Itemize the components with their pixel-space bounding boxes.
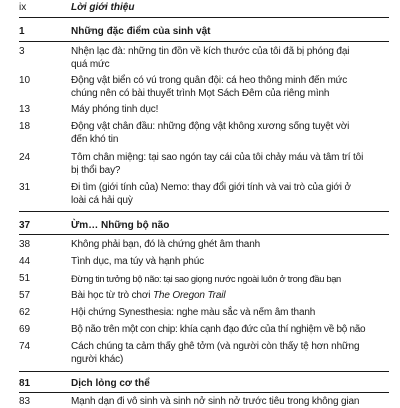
page-number: 51 (19, 273, 31, 284)
entry-line: đến khó tin (71, 134, 119, 145)
toc-part3-heading[interactable] (19, 377, 389, 390)
toc-entry[interactable] (19, 289, 389, 302)
entry-title (71, 181, 389, 207)
entry-line: Động vật biển có vú trong quân đội: cá heo thông minh đến mức (71, 75, 348, 86)
section-divider (19, 41, 389, 42)
part-title: Ừm… Những bộ não (71, 220, 170, 231)
entry-title: Không phải bạn, đó là chứng ghét âm thanh (71, 239, 261, 250)
toc-entry[interactable] (19, 306, 389, 319)
page-number: 24 (19, 152, 31, 163)
page-number: 57 (19, 290, 31, 301)
page-number: 38 (19, 239, 31, 250)
part-title: Những đặc điểm của sinh vật (71, 26, 211, 37)
entry-title: Lời giới thiệu (71, 2, 135, 13)
entry-line: Tôm chân miệng: tại sao ngón tay cái của tôi chảy máu và tâm trí tôi (71, 152, 364, 163)
toc-intro-row[interactable] (19, 1, 389, 14)
page-number: 10 (19, 75, 31, 86)
toc-part1-heading[interactable] (19, 25, 389, 38)
entry-title: Hội chứng Synesthesia: nghe màu sắc và nếm âm thanh (71, 307, 316, 318)
toc-entry[interactable] (19, 238, 389, 251)
entry-line: Cách chúng ta cảm thấy ghê tởm (và người còn thấy tệ hơn những (71, 341, 360, 352)
toc-part2-heading[interactable] (19, 219, 389, 232)
toc-entry[interactable] (19, 181, 389, 207)
part-title: Dịch lỏng cơ thể (71, 378, 150, 389)
page-number: 44 (19, 256, 31, 267)
toc-entry[interactable] (19, 340, 389, 366)
page-number: 62 (19, 307, 31, 318)
entry-line: loài cá hải quỳ (71, 195, 133, 206)
toc-entry[interactable] (19, 151, 389, 177)
section-divider (19, 211, 389, 212)
page-number: 13 (19, 104, 31, 115)
toc-entry[interactable] (19, 103, 389, 116)
toc-entry[interactable] (19, 395, 389, 408)
entry-line: Đi tìm (giới tính của) Nemo: thay đổi giới tính và vai trò của giới ở (71, 182, 351, 193)
entry-title (71, 45, 389, 71)
toc-entry[interactable] (19, 255, 389, 268)
entry-italic-title: The Oregon Trail (152, 290, 226, 301)
toc-entry[interactable] (19, 45, 389, 71)
entry-line: Động vật chân đầu: những động vật không xương sống tuyệt vời (71, 121, 350, 132)
entry-text: Bài học từ trò chơi (71, 290, 153, 301)
page-number: 83 (19, 396, 31, 407)
page-number: 81 (19, 378, 31, 389)
page-number: 18 (19, 121, 31, 132)
entry-line: bị thổi bay? (71, 165, 121, 176)
entry-line: chúng nên có bài thuyết trình Mọt Sách Đêm của riêng mình (71, 88, 330, 99)
section-divider (19, 371, 389, 372)
section-divider (19, 234, 389, 235)
page-number: 3 (19, 46, 25, 57)
page-number: 69 (19, 324, 31, 335)
section-divider (19, 392, 389, 393)
page-number: 37 (19, 220, 31, 231)
entry-title: Tình dục, ma túy và hạnh phúc (71, 256, 204, 267)
entry-title (71, 340, 389, 366)
entry-title: Bộ não trên một con chip: khía cạnh đạo đức của thí nghiệm về bộ não (71, 324, 366, 335)
page-number: 31 (19, 182, 31, 193)
entry-line: người khác) (71, 354, 124, 365)
entry-title (71, 74, 389, 100)
toc-entry[interactable] (19, 272, 389, 285)
entry-title: Máy phóng tinh dục! (71, 104, 159, 115)
toc-entry[interactable] (19, 120, 389, 146)
entry-line: Nhện lạc đà: những tin đồn về kích thước của tôi đã bị phóng đại (71, 46, 350, 57)
toc-entry[interactable] (19, 74, 389, 100)
section-divider (19, 17, 389, 18)
entry-title (71, 289, 389, 302)
page-number: 1 (19, 26, 25, 37)
page-number: 74 (19, 341, 31, 352)
entry-title (71, 151, 389, 177)
entry-title: Mạnh dạn đi vô sinh và sinh nở sinh nở trước tiêu trong không gian (71, 396, 360, 407)
entry-line: quá mức (71, 59, 110, 70)
toc-entry[interactable] (19, 323, 389, 336)
entry-title: Đừng tin tưởng bộ não: tại sao giọng nước ngoài luôn ở trong đầu bạn (71, 273, 341, 284)
entry-title (71, 120, 389, 146)
page-number: ix (19, 2, 27, 13)
